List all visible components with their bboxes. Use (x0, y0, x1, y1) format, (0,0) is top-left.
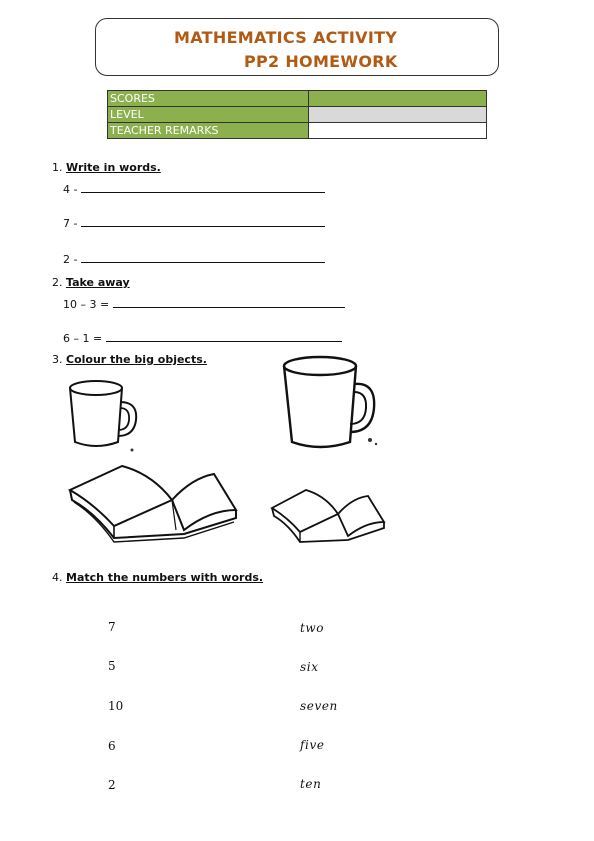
match-number[interactable]: 5 (108, 659, 116, 673)
match-word[interactable]: five (300, 738, 325, 752)
question-title: Take away (66, 276, 130, 289)
match-word[interactable]: two (300, 621, 325, 635)
big-mug-picture[interactable] (272, 348, 386, 456)
question-title: Match the numbers with words. (66, 571, 264, 584)
answer-blank[interactable] (81, 216, 325, 227)
level-row (108, 107, 487, 123)
match-word[interactable]: six (300, 660, 319, 674)
score-row (108, 91, 487, 107)
question-1-heading (52, 161, 161, 174)
answer-line (63, 252, 325, 266)
answer-prompt: 7 - (63, 217, 78, 230)
small-mug-picture[interactable] (62, 372, 144, 456)
question-number: 4. (52, 571, 63, 584)
answer-blank[interactable] (113, 297, 345, 308)
remarks-label: TEACHER REMARKS (108, 123, 309, 139)
remarks-row (108, 123, 487, 139)
answer-line (63, 182, 325, 196)
answer-prompt: 2 - (63, 253, 78, 266)
level-value[interactable] (309, 107, 487, 123)
match-number[interactable]: 6 (108, 739, 116, 753)
answer-line (63, 331, 342, 345)
match-number[interactable]: 2 (108, 778, 116, 792)
answer-prompt: 10 – 3 = (63, 298, 110, 311)
question-2-heading (52, 276, 130, 289)
question-title: Write in words. (66, 161, 161, 174)
remarks-value[interactable] (309, 123, 487, 139)
match-number[interactable]: 10 (108, 699, 124, 713)
score-table (107, 90, 487, 139)
page-subtitle: PP2 HOMEWORK (244, 52, 398, 71)
page-title: MATHEMATICS ACTIVITY (174, 28, 398, 47)
question-title: Colour the big objects. (66, 353, 207, 366)
answer-blank[interactable] (81, 182, 325, 193)
match-number[interactable]: 7 (108, 620, 116, 634)
question-3-heading (52, 353, 207, 366)
answer-blank[interactable] (81, 252, 325, 263)
small-book-picture[interactable] (268, 486, 390, 548)
question-number: 2. (52, 276, 63, 289)
answer-prompt: 4 - (63, 183, 78, 196)
question-number: 1. (52, 161, 63, 174)
score-label: SCORES (108, 91, 309, 107)
level-label: LEVEL (108, 107, 309, 123)
question-4-heading (52, 571, 263, 584)
answer-line (63, 297, 345, 311)
answer-line (63, 216, 325, 230)
match-word[interactable]: seven (300, 699, 338, 713)
answer-prompt: 6 – 1 = (63, 332, 103, 345)
match-word[interactable]: ten (300, 777, 322, 791)
big-book-picture[interactable] (64, 460, 244, 550)
score-value[interactable] (309, 91, 487, 107)
question-number: 3. (52, 353, 63, 366)
answer-blank[interactable] (106, 331, 342, 342)
